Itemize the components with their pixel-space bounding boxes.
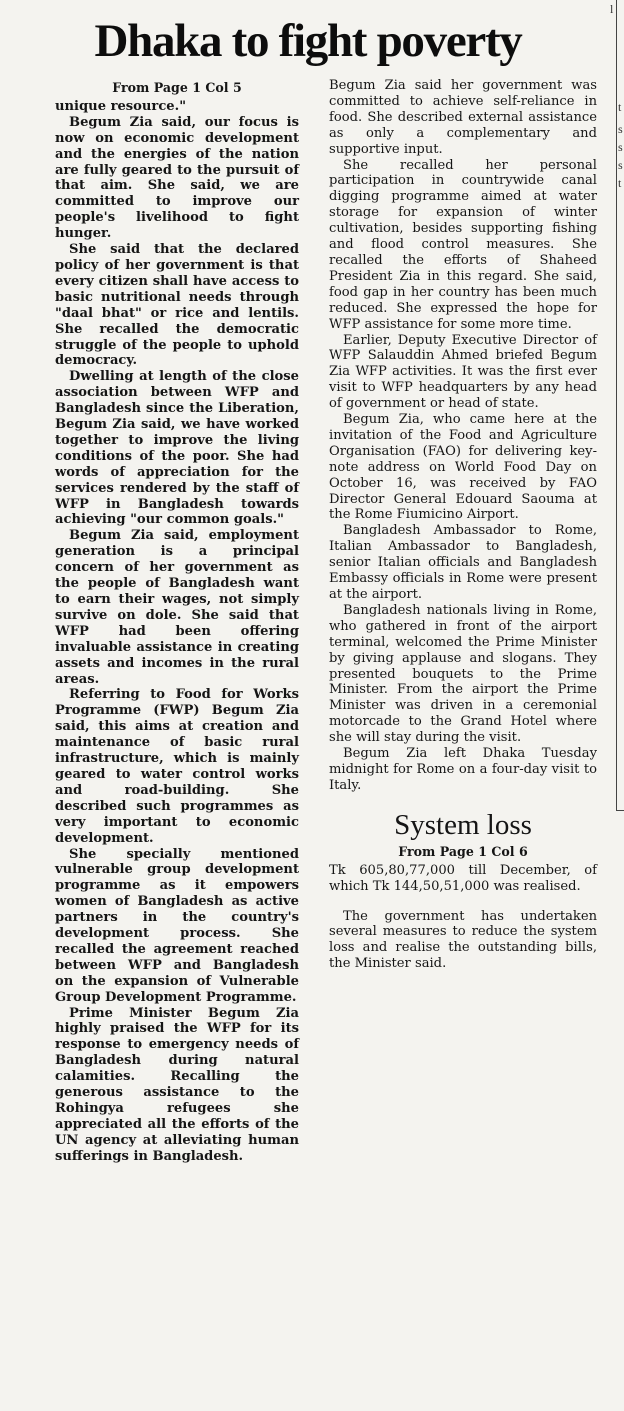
article-column-right <box>329 78 597 972</box>
edge-fragment: l <box>610 2 614 16</box>
article-paragraph: She recalled her personal participation in countrywide canal digging programme aimed at water storage for expansion of winter cultivation, besides supporting fishing and flood control measures. She recalled the efforts of Shaheed President Zia in this regard. She said, food gap in her country has been much reduced. She expressed the hope for WFP assistance for some more time. <box>329 157 597 332</box>
edge-fragment: s <box>618 140 623 154</box>
page-edge-rule <box>616 0 617 810</box>
article-paragraph: Begum Zia said her government was committed to achieve self-reliance in food. She described external assistance as only a complementary and supportive input. <box>329 78 597 157</box>
article-paragraph: Begum Zia left Dhaka Tuesday midnight for Rome on a four-day visit to Italy. <box>329 746 597 793</box>
article-paragraph: unique resource." <box>55 98 187 114</box>
article-headline: Dhaka to fight poverty <box>94 15 522 67</box>
article-paragraph: Bangladesh Ambassador to Rome, Italian Ambassador to Bangladesh, senior Italian officials and Bangladesh Embassy officials in Rome were present at the airport. <box>329 523 597 602</box>
article-paragraph: Prime Minister Begum Zia highly praised the WFP for its response to emergency needs of Bangladesh during natural calamities. Recalling the generous assistance to the Rohingya refugees she appreciated all the efforts of the UN agency at alleviating human sufferings in Bangladesh. <box>55 1005 299 1164</box>
article-paragraph: Begum Zia, who came here at the invitation of the Food and Agriculture Organisation (FAO) for delivering key-note address on World Food Day on October 16, was received by FAO Director General Edouard Saouma at the Rome Fiumicino Airport. <box>329 412 597 523</box>
continuation-line: From Page 1 Col 5 <box>112 80 242 95</box>
edge-fragment: s <box>618 122 623 136</box>
article-paragraph: Earlier, Deputy Executive Director of WFP Salauddin Ahmed briefed Begum Zia WFP activities. It was the first ever visit to WFP headquarters by any head of government or head of state. <box>329 332 597 412</box>
page-edge-rule <box>616 810 624 811</box>
article-paragraph: She said that the declared policy of her government is that every citizen shall have access to basic nutritional needs through "daal bhat" or rice and lentils. She recalled the democratic struggle of the people to uphold democracy. <box>55 242 299 369</box>
system-loss-paragraph: The government has undertaken several measures to reduce the system loss and realise the outstanding bills, the Minister said. <box>329 908 597 972</box>
article-column-left <box>55 78 299 1165</box>
edge-fragment: s <box>618 158 623 172</box>
edge-fragment: t <box>618 176 622 190</box>
article-paragraph: Referring to Food for Works Programme (FWP) Begum Zia said, this aims at creation and maintenance of basic rural infrastructure, which is mainly geared to water control works and road-building. She described such programmes as very important to economic development. <box>55 687 299 846</box>
article-paragraph: She specially mentioned vulnerable group development programme as it empowers women of Bangladesh as active partners in the country's development process. She recalled the agreement reached between WFP and Bangladesh on the expansion of Vulnerable Group Development Programme. <box>55 846 299 1005</box>
article-paragraph: Bangladesh nationals living in Rome, who gathered in front of the airport terminal, welcomed the Prime Minister by giving applause and slogans. They presented bouquets to the Prime Minister. From the airport the Prime Minister was driven in a ceremonial motorcade to the Grand Hotel where she will stay during the visit. <box>329 602 597 746</box>
edge-fragment: t <box>618 100 622 114</box>
article-paragraph: Dwelling at length of the close association between WFP and Bangladesh since the Liberation, Begum Zia said, we have worked together to improve the living conditions of the poor. She had words of appreciation for the services rendered by the staff of WFP in Bangladesh towards achieving "our common goals." <box>55 369 299 528</box>
system-loss-headline: System loss <box>394 808 532 841</box>
article-paragraph: Begum Zia said, our focus is now on economic development and the energies of the nation are fully geared to the pursuit of that aim. She said, we are committed to improve our people's livelihood to fight hunger. <box>55 114 299 242</box>
continuation-line: From Page 1 Col 6 <box>398 843 528 859</box>
article-paragraph: Begum Zia said, employment generation is a principal concern of her government as the people of Bangladesh want to earn their wages, not simply survive on dole. She said that WFP had been offering invaluable assistance in creating assets and incomes in the rural areas. <box>55 528 299 687</box>
system-loss-paragraph: Tk 605,80,77,000 till December, of which Tk 144,50,51,000 was realised. <box>329 862 597 894</box>
